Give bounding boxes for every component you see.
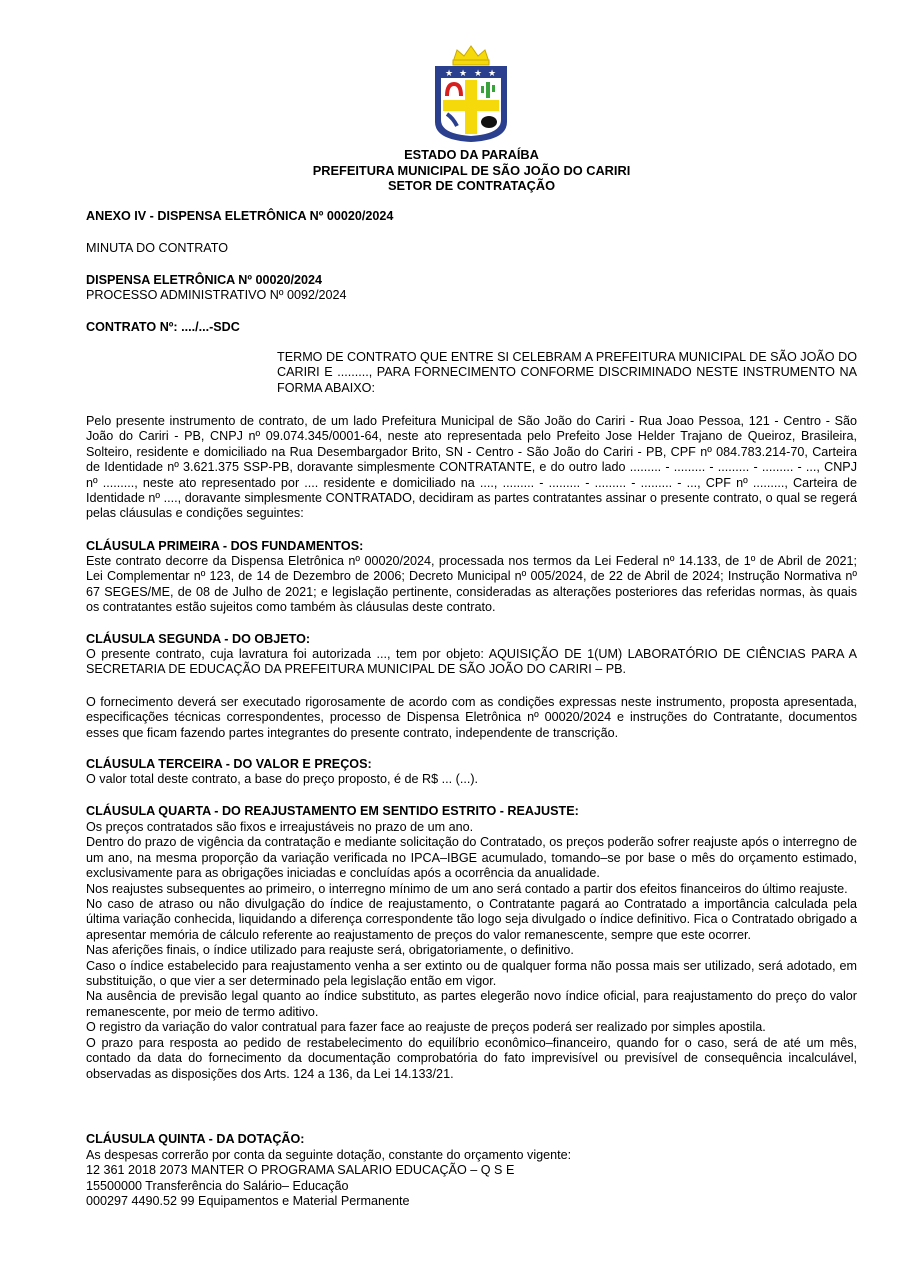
termo-ementa: TERMO DE CONTRATO QUE ENTRE SI CELEBRAM A PREFEITURA MUNICIPAL DE SÃO JOÃO DO CARIRI E ........., PARA FORNECIMENTO CONFORME DISCRIMINADO NESTE INSTRUMENTO NA FORMA ABAIXO: (277, 350, 857, 395)
clausula4-body (86, 820, 857, 1082)
clausula2-text2: O fornecimento deverá ser executado rigorosamente de acordo com as condições expressas neste instrumento, proposta apresentada, especificações técnicas correspondentes, processo de Dispensa Eletrônica nº 00020/2024 e instruções do Contratante, documentos esses que ficam fazendo partes integrantes do presente contrato, independente de transcrição. (86, 695, 857, 740)
dispensa-title: DISPENSA ELETRÔNICA Nº 00020/2024 (86, 273, 323, 287)
processo-line: PROCESSO ADMINISTRATIVO Nº 0092/2024 (86, 288, 347, 302)
clausula4-paragraph: Os preços contratados são fixos e irreajustáveis no prazo de um ano. (86, 820, 474, 834)
dotacao-line: As despesas correrão por conta da seguinte dotação, constante do orçamento vigente: (86, 1148, 572, 1162)
clausula4-paragraph: Nas aferições finais, o índice utilizado para reajuste será, obrigatoriamente, o definitivo. (86, 943, 574, 958)
dotacao-line: 000297 4490.52 99 Equipamentos e Material Permanente (86, 1194, 410, 1209)
svg-text:★: ★ (445, 69, 454, 79)
clausula4-paragraph: O prazo para resposta ao pedido de restabelecimento do equilíbrio econômico–financeiro, quando for o caso, será de até um mês, contado da data do fornecimento da documentação comprobatória do fato imprevisível ou previsível de consequência incalculável, observadas as disposições dos Arts. 124 a 136, da Lei 14.133/21. (86, 1035, 857, 1081)
clausula5-body (86, 1148, 857, 1210)
clausula2-text1: O presente contrato, cuja lavratura foi autorizada ..., tem por objeto: AQUISIÇÃO DE 1(UM) LABORATÓRIO DE CIÊNCIAS PARA A SECRETARIA DE EDUCAÇÃO DA PREFEITURA MUNICIPAL DE SÃO JOÃO DO CARIRI – PB. (86, 647, 857, 677)
header-state: ESTADO DA PARAÍBA (404, 147, 539, 162)
header-prefeitura: PREFEITURA MUNICIPAL DE SÃO JOÃO DO CARIRI (312, 162, 631, 178)
clausula4-paragraph: No caso de atraso ou não divulgação do índice de reajustamento, o Contratante pagará ao Contratado a importância calculada pela última variação conhecida, liquidando a diferença correspondente tão logo seja divulgado o índice definitivo. Fica o Contratado obrigado a apresentar memória de cálculo referente ao reajustamento de preços do valor remanescente, sempre que este ocorrer. (86, 897, 857, 942)
clausula3-title: CLÁUSULA TERCEIRA - DO VALOR E PREÇOS: (86, 757, 372, 771)
clausula4-title: CLÁUSULA QUARTA - DO REAJUSTAMENTO EM SENTIDO ESTRITO - REAJUSTE: (86, 804, 579, 818)
svg-text:★: ★ (459, 69, 468, 79)
clausula4-paragraph: Na ausência de previsão legal quanto ao índice substituto, as partes elegerão novo índice oficial, para reajustamento do preço do valor remanescente, por meio de termo aditivo. (86, 989, 857, 1019)
clausula1-text: Este contrato decorre da Dispensa Eletrônica nº 00020/2024, processada nos termos da Lei Federal nº 14.133, de 1º de Abril de 2021; Lei Complementar nº 123, de 14 de Dezembro de 2006; Decreto Municipal nº 005/2024, de 22 de Abril de 2024; Instrução Normativa nº 67 SEGES/ME, de 08 de Julho de 2021; e legislação pertinente, consideradas as alterações posteriores das referidas normas, às quais os contratantes estão sujeitos como também às cláusulas deste contrato. (86, 554, 857, 615)
clausula4-paragraph: Nos reajustes subsequentes ao primeiro, o interregno mínimo de um ano será contado a partir dos efeitos financeiros do último reajuste. (86, 881, 848, 896)
clausula4-paragraph: Dentro do prazo de vigência da contratação e mediante solicitação do Contratado, os preços poderão sofrer reajuste após o interregno de um ano, na mesma proporção da variação verificada no IPCA–IBGE acumulado, tomando–se por base o mês do orçamento estimado, exclusivamente para as obrigações iniciadas e concluídas após a ocorrência da anualidade. (86, 835, 857, 881)
clausula4-paragraph: Caso o índice estabelecido para reajustamento venha a ser extinto ou de qualquer forma não possa mais ser utilizado, será adotado, em substituição, o que vier a ser determinado pela legislação então em vigor. (86, 958, 857, 989)
preambulo: Pelo presente instrumento de contrato, de um lado Prefeitura Municipal de São João do Cariri - Rua Joao Pessoa, 121 - Centro - São João do Cariri - PB, CNPJ nº 09.074.345/0001-64, neste ato representada pelo Prefeito Jose Helder Trajano de Queiroz, Brasileira, Solteiro, residente e domiciliado na Rua Desembargador Brito, SN - Centro - São João do Cariri - PB, CPF nº 084.783.214-70, Carteira de Identidade nº 3.621.375 SSP-PB, doravante simplesmente CONTRATANTE, e do outro lado ......... - ......... - ......... - ......... - ..., CNPJ nº ........., neste ato representado por .... residente e domiciliado na ...., ......... - ......... - ......... - ......... - ..., CPF nº ........., Carteira de Identidade nº ...., doravante simplesmente CONTRATADO, decidiram as partes contratantes assinar o presente contrato, o qual se regerá pelas cláusulas e condições seguintes: (86, 414, 857, 521)
coat-of-arms-icon (431, 44, 511, 144)
clausula4-paragraph: O registro da variação do valor contratual para fazer face ao reajuste de preços poderá ser realizado por simples apostila. (86, 1020, 766, 1035)
svg-text:★: ★ (474, 69, 483, 79)
minuta-label: MINUTA DO CONTRATO (86, 241, 229, 255)
contrato-numero: CONTRATO Nº: ..../...-SDC (86, 320, 240, 334)
dotacao-line: 12 361 2018 2073 MANTER O PROGRAMA SALARIO EDUCAÇÃO – Q S E (86, 1163, 515, 1178)
dotacao-line: 15500000 Transferência do Salário– Educação (86, 1178, 349, 1193)
svg-text:★: ★ (488, 69, 497, 79)
annex-title: ANEXO IV - DISPENSA ELETRÔNICA Nº 00020/2024 (86, 209, 394, 223)
clausula2-title: CLÁUSULA SEGUNDA - DO OBJETO: (86, 632, 311, 646)
clausula3-text: O valor total deste contrato, a base do preço proposto, é de R$ ... (...). (86, 772, 479, 786)
header-setor: SETOR DE CONTRATAÇÃO (387, 178, 556, 193)
clausula5-title: CLÁUSULA QUINTA - DA DOTAÇÃO: (86, 1132, 305, 1146)
clausula1-title: CLÁUSULA PRIMEIRA - DOS FUNDAMENTOS: (86, 539, 364, 553)
document-header (86, 147, 857, 194)
